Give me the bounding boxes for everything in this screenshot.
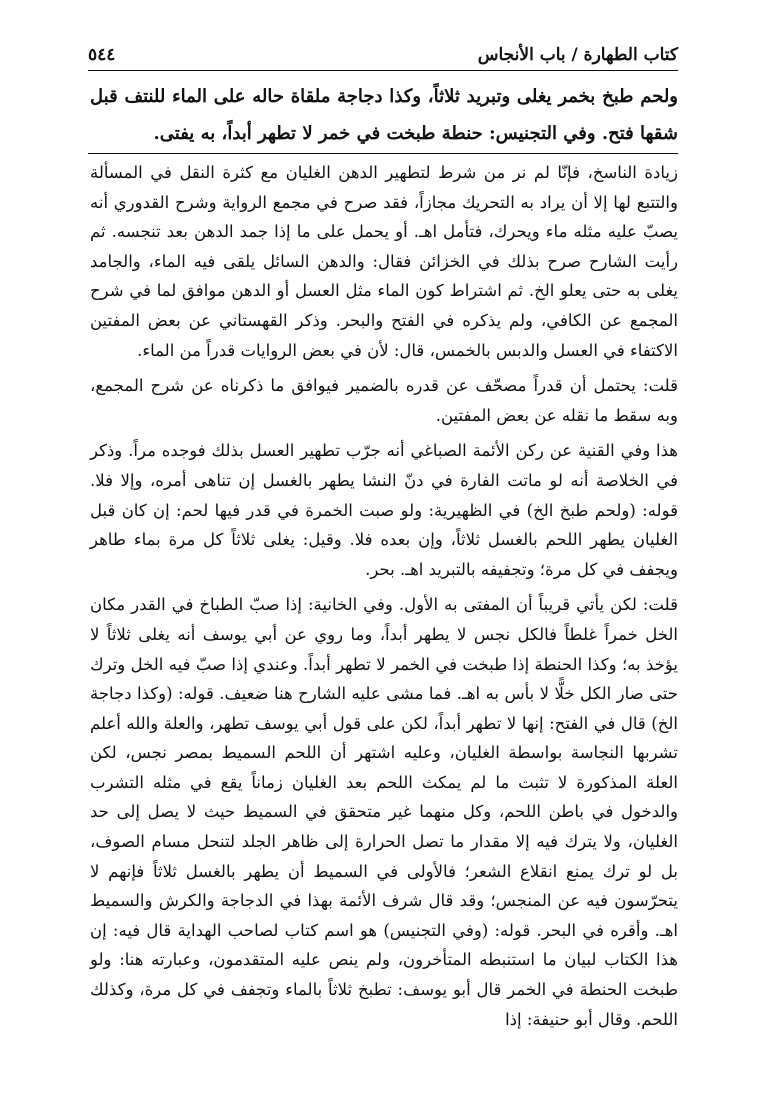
commentary-text (90, 158, 678, 1038)
commentary-paragraph: قلت: يحتمل أن قدراً مصحّف عن قدره بالضمير فيوافق ما ذكرناه عن شرح المجمع، وبه سقط ما نقله عن بعض المفتين. (90, 376, 678, 425)
main-paragraph: ولحم طبخ بخمر يغلى وتبريد ثلاثاً، وكذا دجاجة ملقاة حاله على الماء للنتف قبل شقها فتح. وفي التجنيس: حنطة طبخت في خمر لا تطهر أبداً، به يفتى. (90, 86, 678, 144)
commentary-paragraph: قلت: لكن يأتي قريباً أن المفتى به الأول. وفي الخانية: إذا صبّ الطباخ في القدر مكان الخل خمراً غلطاً فالكل نجس لا يطهر أبداً، وما روي عن أبي يوسف أنه يغلى ثلاثاً لا يؤخذ به؛ وكذا الحنطة إذا طبخت في الخمر لا تطهر أبداً. وعندي إذا صبّ فيه الخل وترك حتى صار الكل خلًّا لا بأس به اهـ. فما مشى عليه الشارح هنا ضعيف. قوله: (وكذا دجاجة الخ) قال في الفتح: إنها لا تطهر أبداً، لكن على قول أبي يوسف تطهر، والعلة والله أعلم تشربها النجاسة بواسطة الغليان، وعليه اشتهر أن اللحم السميط بمصر نجس، لكن العلة المذكورة لا تثبت ما لم يمكث اللحم بعد الغليان زماناً يقع في مثله التشرب والدخول في باطن اللحم، وكل منهما غير متحقق في السميط حيث لا يصل إلى حد الغليان، ولا يترك فيه إلا مقدار ما تصل الحرارة إلى ظاهر الجلد لتنحل مسام الصوف، بل لو ترك يمنع انقلاع الشعر؛ فالأولى في السميط أن يطهر بالغسل ثلاثاً فإنهم لا يتحرّسون فيه عن المنجس؛ وقد قال شرف الأئمة بهذا في الدجاجة والكرش والسميط اهـ. وأقره في البحر. قوله: (وفي التجنيس) هو اسم كتاب لصاحب الهداية قال فيه: إن هذا الكتاب لبيان ما استنبطه المتأخرون، ولم ينص عليه المتقدمون، وعبارته هنا: ولو طبخت الحنطة في الخمر قال أبو يوسف: تطبخ ثلاثاً بالماء وتجفف في كل مرة، وكذلك اللحم. وقال أبو حنيفة: إذا (90, 595, 678, 1029)
main-text (90, 78, 678, 152)
chapter-title: كتاب الطهارة / باب الأنجاس (477, 45, 678, 65)
page-number: ٥٤٤ (88, 45, 116, 65)
separator-line (88, 153, 678, 154)
running-header (88, 36, 678, 71)
commentary-paragraph: هذا وفي القنية عن ركن الأئمة الصباغي أنه جرّب تطهير العسل بذلك فوجده مراً. وذكر في الخلاصة أنه لو ماتت الفارة في دنّ النشا يطهر بالغسل إن تناهى أمره، وإلا فلا. قوله: (ولحم طبخ الخ) في الظهيرية: ولو صبت الخمرة في قدر فيها لحم: إن كان قبل الغليان يطهر اللحم بالغسل ثلاثاً، وإن بعده فلا. وقيل: يغلى ثلاثاً كل مرة بماء طاهر ويجفف في كل مرة؛ وتجفيفه بالتبريد اهـ. بحر. (90, 441, 678, 579)
commentary-paragraph: زيادة الناسخ، فإنّا لم نر من شرط لتطهير الدهن الغليان مع كثرة النقل في المسألة والتتبع لها إلا أن يراد به التحريك مجازاً، فقد صرح في مجمع الرواية وشرح القدوري أنه يصبّ عليه مثله ماء ويحرك، فتأمل اهـ. أو يحمل على ما إذا جمد الدهن بعد تنجسه. ثم رأيت الشارح صرح بذلك في الخزائن فقال: والدهن السائل يلقى فيه الماء، والجامد يغلى به حتى يعلو الخ. ثم اشتراط كون الماء مثل العسل أو الدهن موافق لما في شرح المجمع عن الكافي، ولم يذكره في الفتح والبحر. وذكر القهستاني عن بعض المفتين الاكتفاء في العسل والدبس بالخمس، قال: لأن في بعض الروايات قدراً من الماء. (90, 163, 678, 360)
